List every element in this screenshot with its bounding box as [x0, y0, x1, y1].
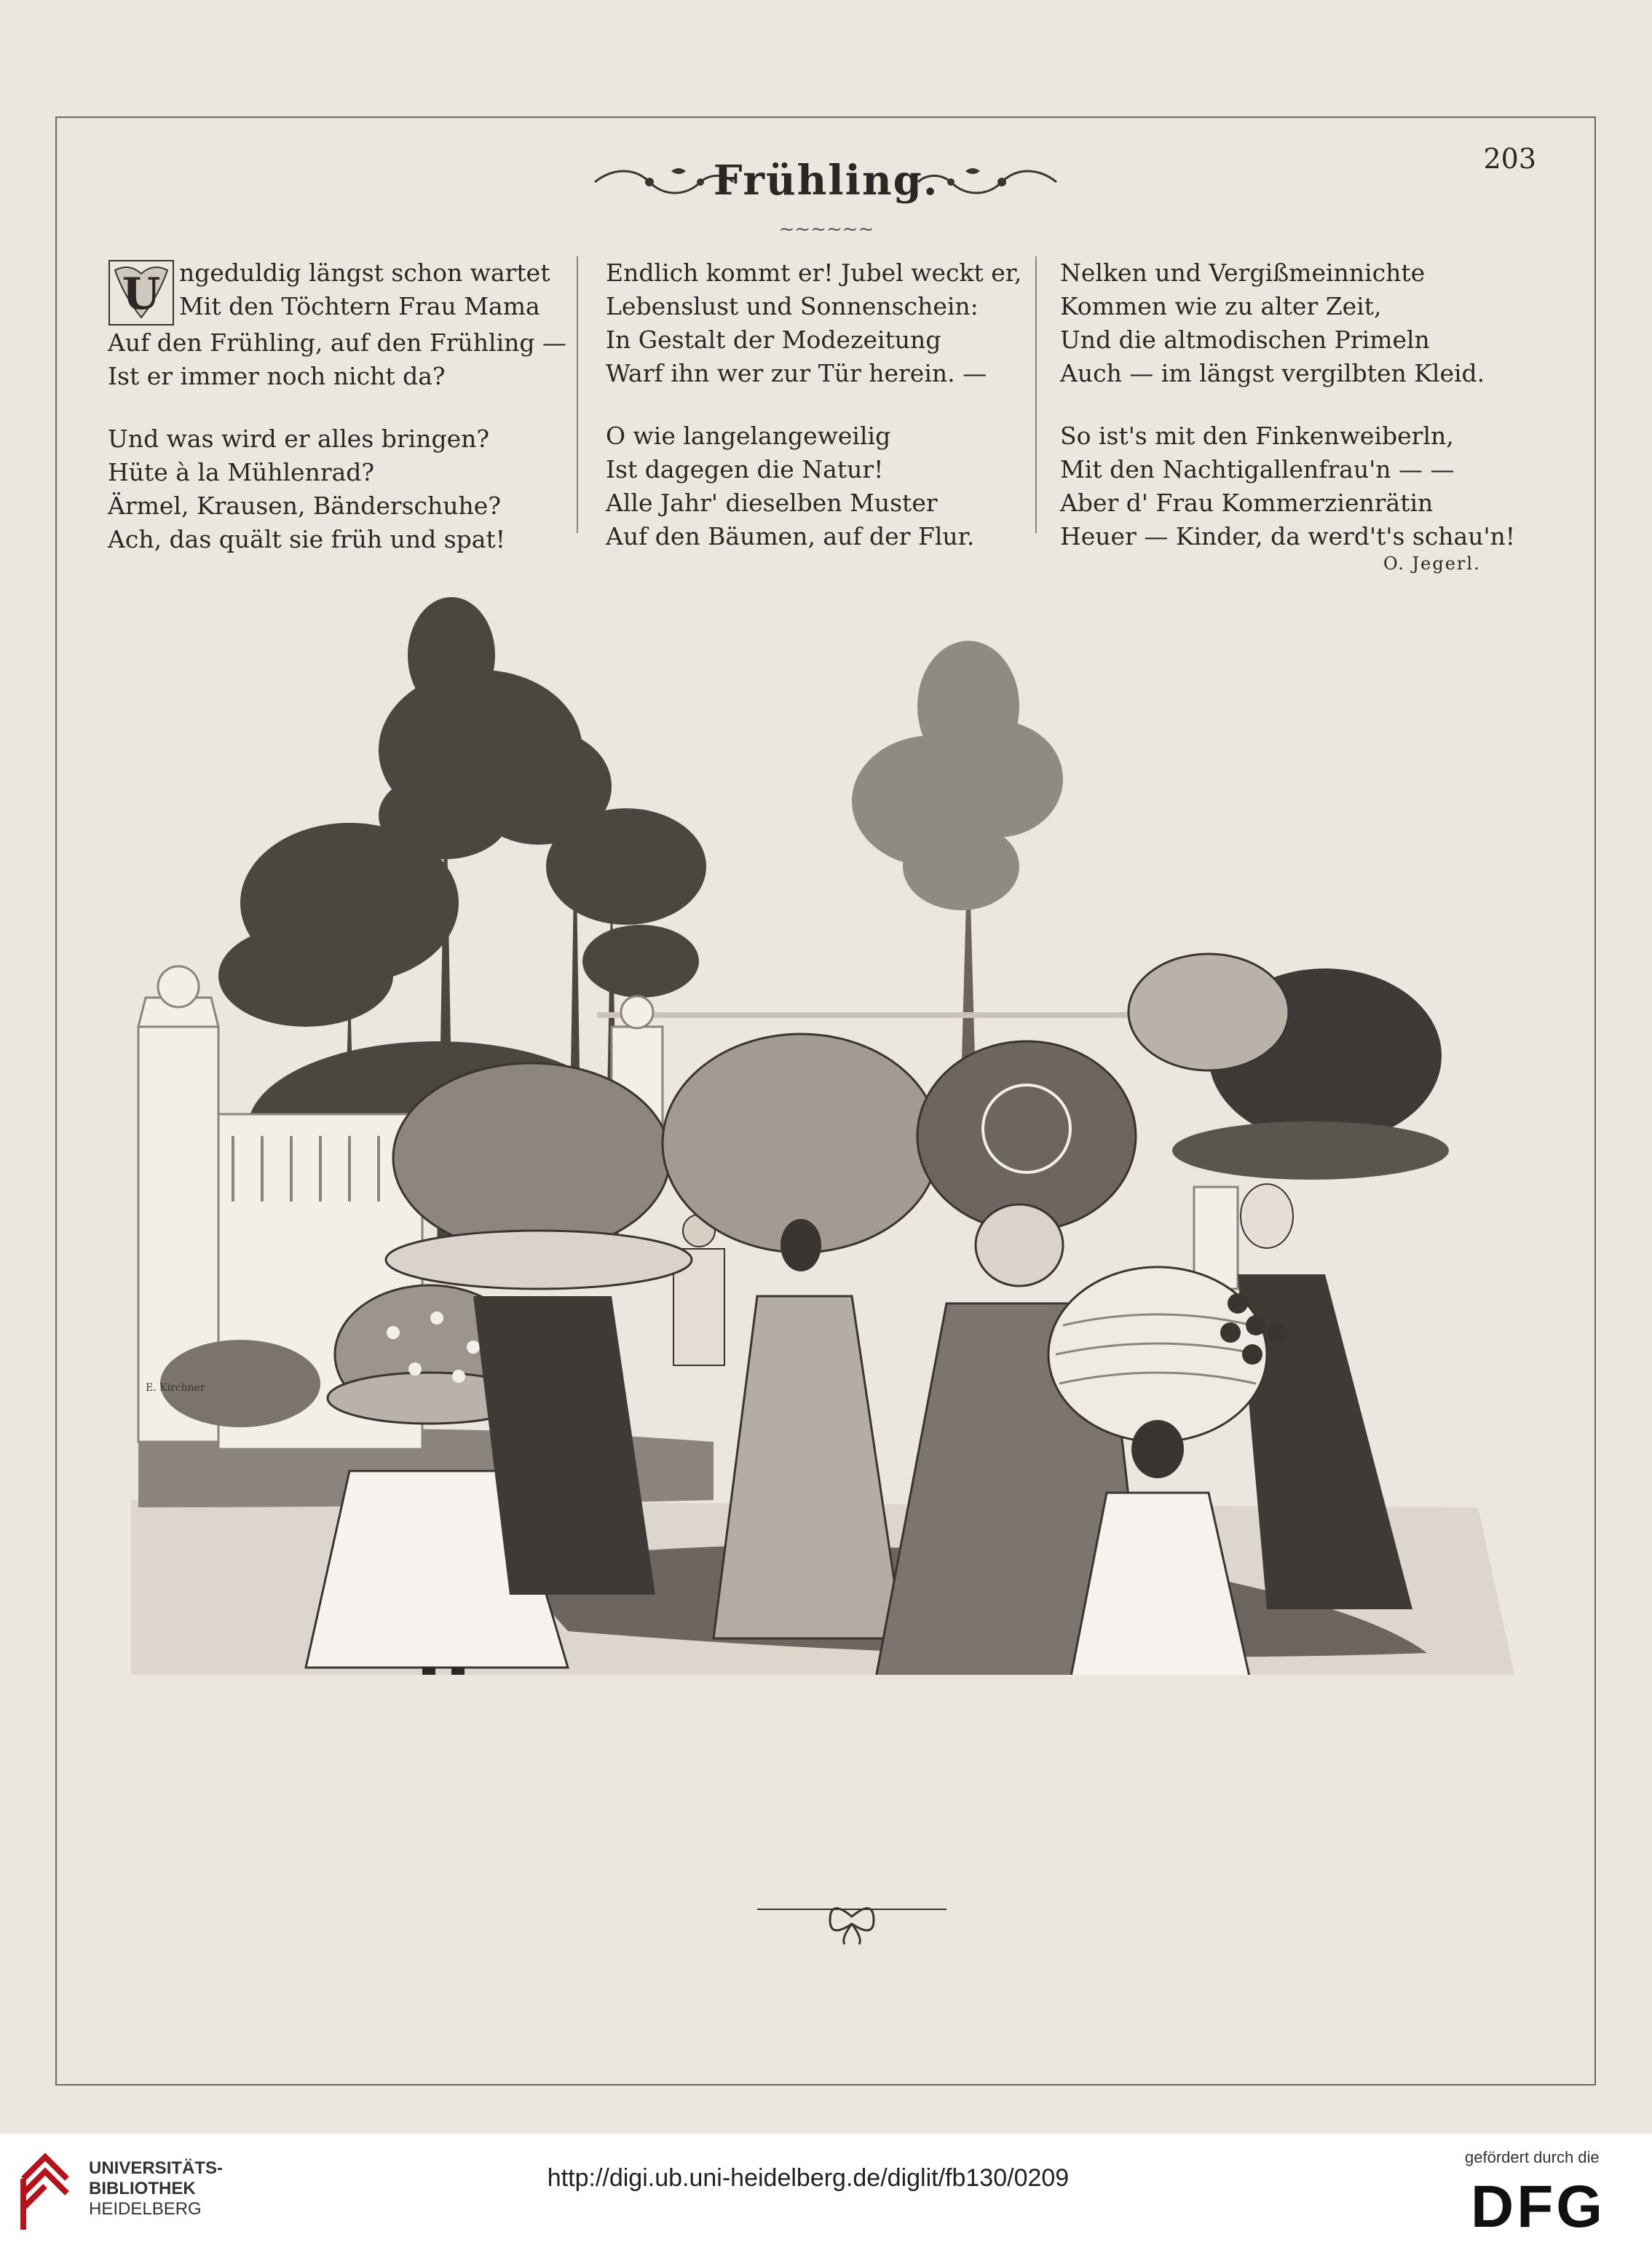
- verse-line: Auf den Frühling, auf den Frühling —: [108, 328, 567, 357]
- column-divider: [1035, 256, 1037, 533]
- library-name: UNIVERSITÄTS- BIBLIOTHEK HEIDELBERG: [89, 2158, 224, 2219]
- title-tilde-ornament: ~~~~~~: [778, 218, 874, 240]
- column-divider: [577, 256, 578, 533]
- verse-line: Endlich kommt er! Jubel weckt er,: [606, 259, 1022, 287]
- verse-line: Ärmel, Krausen, Bänderschuhe?: [108, 492, 502, 520]
- verse-line: Auch — im längst vergilbten Kleid.: [1060, 359, 1485, 387]
- fashion-illustration: [131, 561, 1514, 1675]
- permalink-url[interactable]: http://digi.ub.uni-heidelberg.de/diglit/fb130/0209: [547, 2164, 1070, 2192]
- dropcap-ornament: [108, 259, 175, 326]
- footer-bar: [0, 2134, 1652, 2253]
- verse-line: Aber d' Frau Kommerzienrätin: [1060, 489, 1434, 517]
- poem-column-2: [606, 256, 1021, 553]
- verse-line: ngeduldig längst schon wartet: [179, 259, 550, 287]
- background-man: [673, 1215, 724, 1365]
- bottom-ornament: [757, 1895, 946, 1946]
- verse-line: Alle Jahr' dieselben Muster: [606, 489, 938, 517]
- verse-line: Lebenslust und Sonnenschein:: [606, 292, 979, 320]
- verse-line: Warf ihn wer zur Tür herein. —: [606, 359, 987, 387]
- verse-line: Kommen wie zu alter Zeit,: [1060, 292, 1382, 320]
- verse-line: Heuer — Kinder, da werd't's schau'n!: [1060, 522, 1516, 551]
- verse-line: Und die altmodischen Primeln: [1060, 325, 1430, 354]
- funding-caption: gefördert durch die: [1465, 2148, 1600, 2166]
- verse-line: Ach, das quält sie früh und spat!: [108, 525, 505, 553]
- verse-line: Nelken und Vergißmeinnichte: [1060, 259, 1426, 287]
- verse-line: Ist dagegen die Natur!: [606, 455, 884, 484]
- verse-line: Mit den Nachtigallenfrau'n — —: [1060, 455, 1455, 484]
- poem-column-3: [1060, 256, 1515, 553]
- verse-line: Ist er immer noch nicht da?: [108, 362, 446, 390]
- illustrator-signature: E. Kirchner: [146, 1382, 205, 1394]
- verse-line: Mit den Töchtern Frau Mama: [179, 292, 540, 320]
- dfg-logo: DFG: [1471, 2174, 1606, 2240]
- verse-line: So ist's mit den Finkenweiberln,: [1060, 422, 1454, 450]
- verse-line: In Gestalt der Modezeitung: [606, 325, 941, 354]
- dropcap-letter: U: [122, 269, 161, 320]
- verse-line: Auf den Bäumen, auf der Flur.: [606, 522, 975, 551]
- verse-line: Und was wird er alles bringen?: [108, 425, 490, 453]
- right-title-ornament: [914, 164, 1060, 200]
- verse-line: Hüte à la Mühlenrad?: [108, 458, 375, 486]
- author-signature: O. Jegerl.: [1383, 553, 1481, 574]
- deciduous-tree: [852, 641, 1063, 1085]
- poem-column-1: [108, 256, 566, 556]
- verse-line: O wie langelangeweilig: [606, 422, 891, 450]
- university-library-logo-icon: [16, 2150, 74, 2237]
- poem-title: Frühling.: [713, 157, 939, 205]
- page-number: 203: [1483, 143, 1536, 175]
